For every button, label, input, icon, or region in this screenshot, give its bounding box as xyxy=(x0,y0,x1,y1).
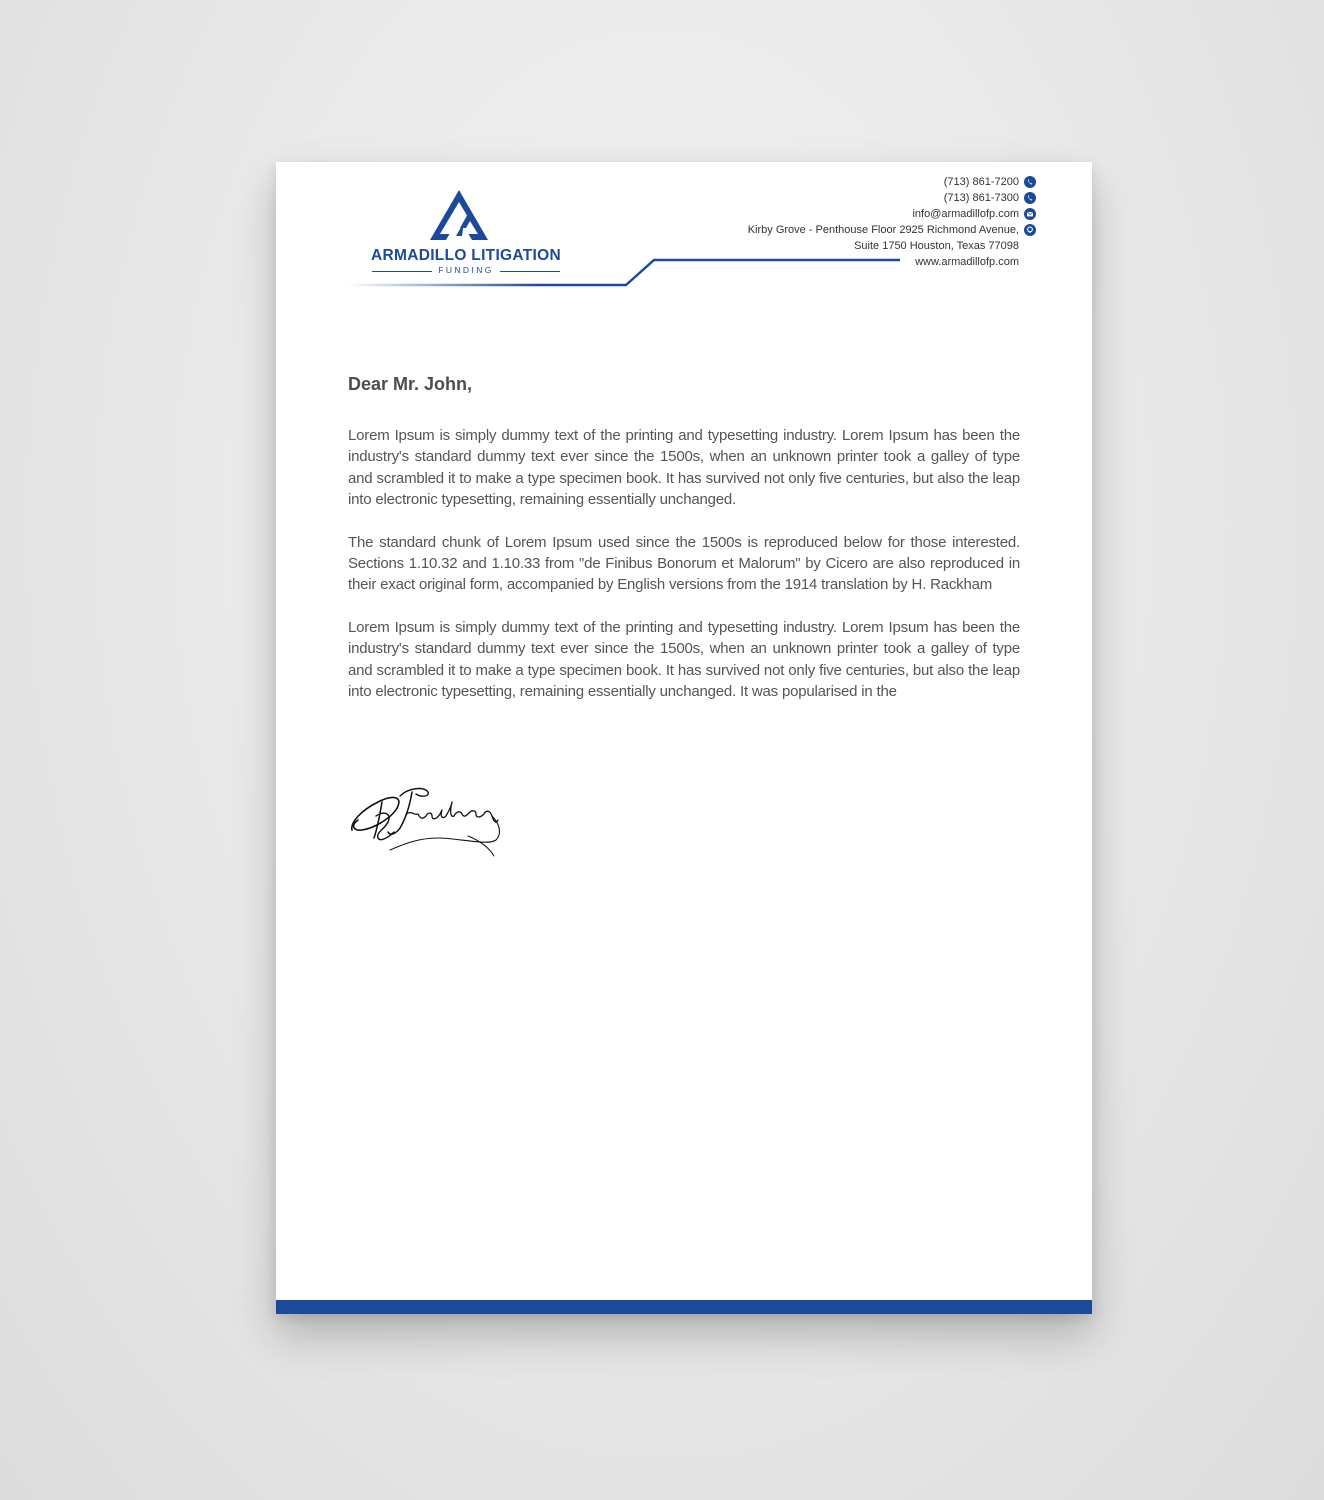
logo-triangle-icon xyxy=(426,188,504,244)
address-line-2: Suite 1750 Houston, Texas 77098 xyxy=(854,240,1019,252)
email-text[interactable]: info@armadillofp.com xyxy=(912,208,1019,220)
contact-phone-2 xyxy=(616,190,1036,206)
phone-2-text: (713) 861-7300 xyxy=(943,192,1019,204)
contact-address-1 xyxy=(616,222,1036,238)
letter-paragraph-1: Lorem Ipsum is simply dummy text of the printing and typesetting industry. Lorem Ipsum has been the industry's standard dummy text ever since the 1500s, when an unknown printer took a galley of type and scrambled it to make a type specimen book. It has survived not only five centuries, but also the leap into electronic typesetting, remaining essentially unchanged. xyxy=(348,427,1020,509)
company-subtitle: FUNDING xyxy=(438,265,494,275)
email-icon xyxy=(1024,208,1036,220)
company-name: ARMADILLO LITIGATION xyxy=(371,247,561,264)
company-logo xyxy=(366,184,566,274)
phone-icon xyxy=(1024,176,1036,188)
letter-paragraph-3: Lorem Ipsum is simply dummy text of the printing and typesetting industry. Lorem Ipsum has been the industry's standard dummy text ever since the 1500s, when an unknown printer took a galley of type and scrambled it to make a type specimen book. It has survived not only five centuries, but also the leap into electronic typesetting, remaining essentially unchanged. It was popularised in the xyxy=(348,618,1020,701)
address-line-1: Kirby Grove - Penthouse Floor 2925 Richmond Avenue, xyxy=(747,224,1019,236)
company-subtitle-row xyxy=(372,266,560,278)
letter-greeting: Dear Mr. John, xyxy=(348,374,473,394)
contact-address-2 xyxy=(616,238,1036,254)
letter-paragraph-2: The standard chunk of Lorem Ipsum used since the 1500s is reproduced below for those interested. Sections 1.10.32 and 1.10.33 from "de Finibus Bonorum et Malorum" by Cicero are also reproduced in their exact original form, accompanied by English versions from the 1914 translation by H. Rackham xyxy=(348,533,1020,594)
contact-email xyxy=(616,206,1036,222)
location-pin-icon xyxy=(1024,224,1036,236)
contact-phone-1 xyxy=(616,174,1036,190)
phone-icon xyxy=(1024,192,1036,204)
website-text[interactable]: www.armadillofp.com xyxy=(915,256,1019,268)
letterhead-page xyxy=(276,162,1092,1314)
footer-bar xyxy=(276,1300,1092,1314)
signature-image xyxy=(348,780,508,862)
contact-website xyxy=(616,254,1036,270)
phone-1-text: (713) 861-7200 xyxy=(943,176,1019,188)
letter-body xyxy=(348,374,1020,723)
contact-block xyxy=(616,174,1036,270)
